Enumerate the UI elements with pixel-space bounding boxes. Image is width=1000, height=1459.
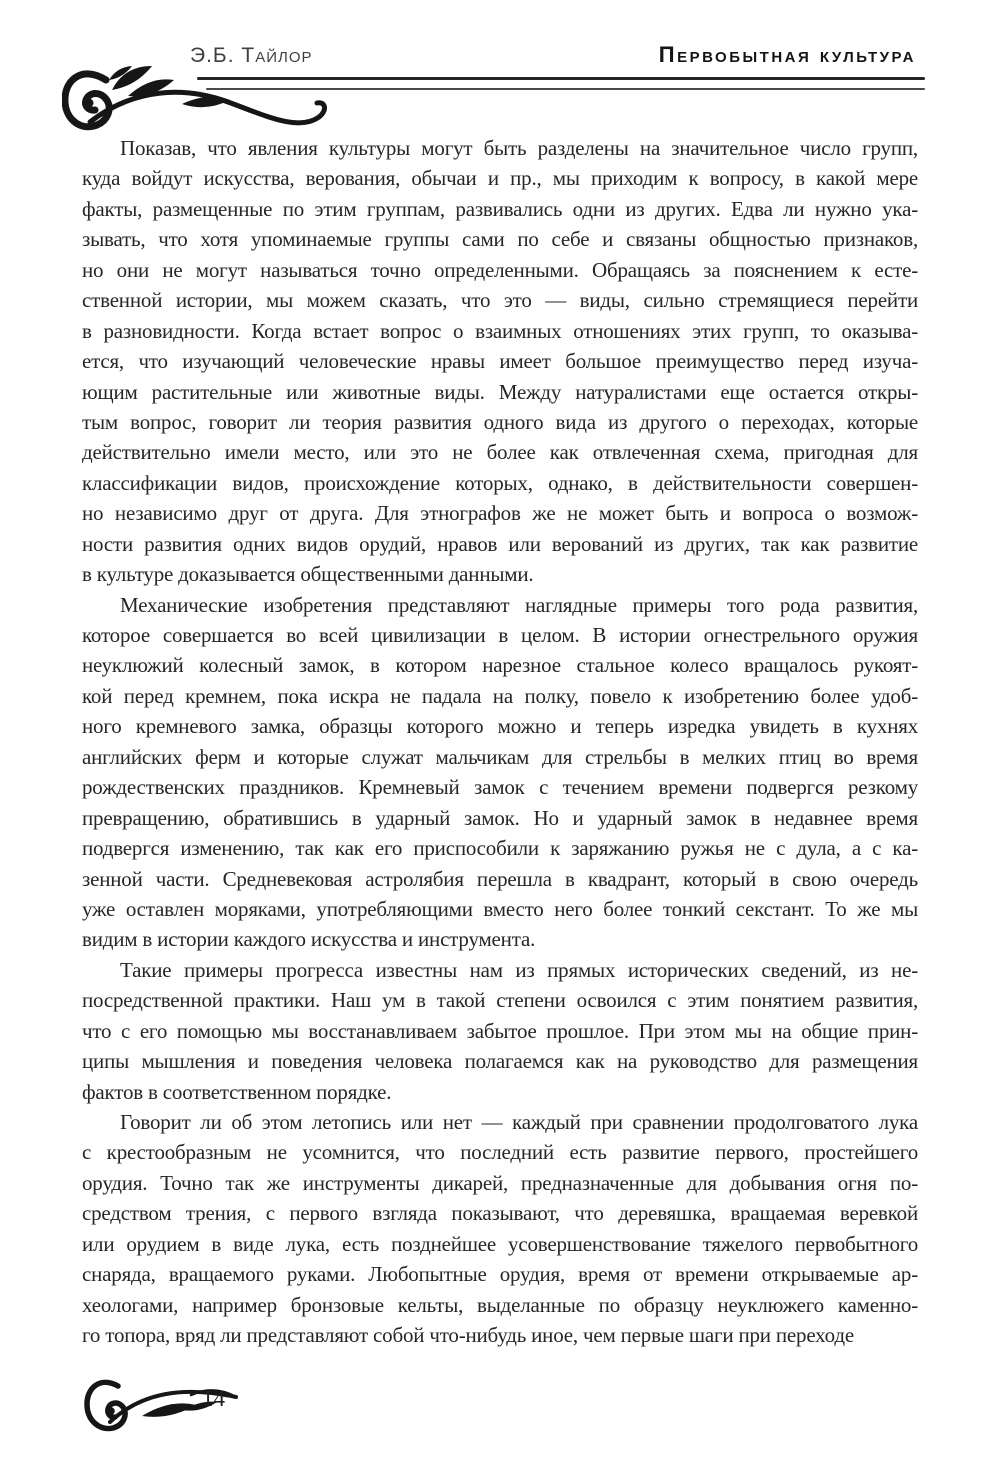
text-line: зывать, что хотя упоминаемые группы сами по себе и связаны общностью признаков, bbox=[82, 227, 918, 252]
text-line: уже оставлен моряками, употребляющими вместо него более тонкий секстант. То же мы bbox=[82, 896, 918, 921]
running-header-book-title: Первобытная культура bbox=[658, 42, 916, 67]
text-line: ственной истории, мы можем сказать, что это — виды, сильно стремящиеся перейти bbox=[82, 288, 918, 313]
text-line: средством трения, с первого взгляда показывают, что деревяшка, вращаемая веревкой bbox=[82, 1201, 918, 1226]
text-line: ющим растительные или животные виды. Между натуралистами еще остается откры- bbox=[82, 379, 918, 404]
text-line: куда войдут искусства, верования, обычаи и пр., мы приходим к вопросу, в какой мере bbox=[82, 166, 918, 191]
text-line: орудия. Точно так же инструменты дикарей, предназначенные для добывания огня по- bbox=[82, 1170, 918, 1195]
running-header-author: Э.Б. Тайлор bbox=[190, 44, 313, 67]
text-line: посредственной практики. Наш ум в такой степени освоился с этим понятием развития, bbox=[82, 988, 918, 1013]
text-line: факты, размещенные по этим группам, развивались одни из других. Едва ли нужно ука- bbox=[82, 196, 918, 221]
text-line: хеологами, например бронзовые кельты, выделанные по образцу неуклюжего каменно- bbox=[82, 1292, 918, 1317]
floral-flourish-icon bbox=[62, 60, 332, 140]
text-line: зенной части. Средневековая астролябия перешла в квадрант, который в свою очередь bbox=[82, 866, 918, 891]
text-line: или орудием в виде лука, есть позднейшее усовершенствование тяжелого первобытного bbox=[82, 1231, 918, 1256]
text-line: ципы мышления и поведения человека полагаемся как на руководство для размещения bbox=[82, 1049, 918, 1074]
text-line: ного кремневого замка, образцы которого можно и теперь изредка увидеть в кухнях bbox=[82, 714, 918, 739]
paragraph bbox=[82, 133, 918, 590]
text-line: но независимо друг от друга. Для этнографов же не может быть и вопроса о возмож- bbox=[82, 501, 918, 526]
paragraph bbox=[82, 1107, 918, 1351]
text-line: которое совершается во всей цивилизации в целом. В истории огнестрельного оружия bbox=[82, 623, 918, 647]
text-line: кой перед кремнем, пока искра не падала на полку, повело к изобретению более удоб- bbox=[82, 683, 918, 708]
paragraph bbox=[82, 590, 918, 955]
text-line: подвергся изменению, так как его приспособили к заряжанию ружья не с дула, а с ка- bbox=[82, 836, 918, 861]
text-line: классификации видов, происхождение которых, однако, в действительности совершен- bbox=[82, 470, 918, 495]
text-line: видим в истории каждого искусства и инструмента. bbox=[82, 927, 536, 952]
text-line: что с его помощью мы восстанавливаем забытое прошлое. При этом мы на общие прин- bbox=[82, 1018, 918, 1043]
text-line: английских ферм и которые служат мальчикам для стрельбы в мелких птиц во время bbox=[82, 744, 918, 769]
text-line: в разновидности. Когда встает вопрос о взаимных отношениях этих групп, то оказыва- bbox=[82, 318, 918, 343]
text-line: снаряда, вращаемого руками. Любопытные орудия, время от времени открываемые ар- bbox=[82, 1262, 918, 1287]
text-line: неуклюжий колесный замок, в котором нарезное стальное колесо вращалось рукоят- bbox=[82, 653, 918, 678]
text-block bbox=[82, 133, 918, 1351]
text-line: Показав, что явления культуры могут быть разделены на значительное число групп, bbox=[120, 136, 918, 160]
text-line: действительно имели место, или это не более как отвлеченная схема, пригодная для bbox=[82, 440, 918, 465]
text-line: го топора, вряд ли представляют собой что-нибудь иное, чем первые шаги при переходе bbox=[82, 1323, 854, 1348]
text-line: превращению, обратившись в ударный замок. Но и ударный замок в недавнее время bbox=[82, 805, 918, 830]
text-line: ности развития одних видов орудий, нравов или верований из других, так как развитие bbox=[82, 531, 918, 556]
text-line: фактов в соответственном порядке. bbox=[82, 1079, 392, 1104]
page-number: 14 bbox=[202, 1386, 225, 1411]
text-line: тым вопрос, говорит ли теория развития одного вида из другого о переходах, которые bbox=[82, 409, 918, 434]
text-line: рождественских праздников. Кремневый замок с течением времени подвергся резкому bbox=[82, 775, 918, 800]
text-line: Такие примеры прогресса известны нам из прямых исторических сведений, из не- bbox=[120, 957, 918, 982]
text-line: с крестообразным не усомнится, что последний есть развитие первого, простейшего bbox=[82, 1140, 918, 1165]
paragraph bbox=[82, 955, 918, 1107]
text-line: Говорит ли об этом летопись или нет — каждый при сравнении продолговатого лука bbox=[120, 1110, 918, 1134]
text-line: в культуре доказывается общественными данными. bbox=[82, 562, 534, 587]
text-line: Механические изобретения представляют наглядные примеры того рода развития, bbox=[120, 592, 918, 617]
text-line: ется, что изучающий человеческие нравы имеет большое преимущество перед изуча- bbox=[82, 349, 918, 374]
text-line: но они не могут называться точно определенными. Обращаясь за пояснением к есте- bbox=[82, 257, 918, 282]
